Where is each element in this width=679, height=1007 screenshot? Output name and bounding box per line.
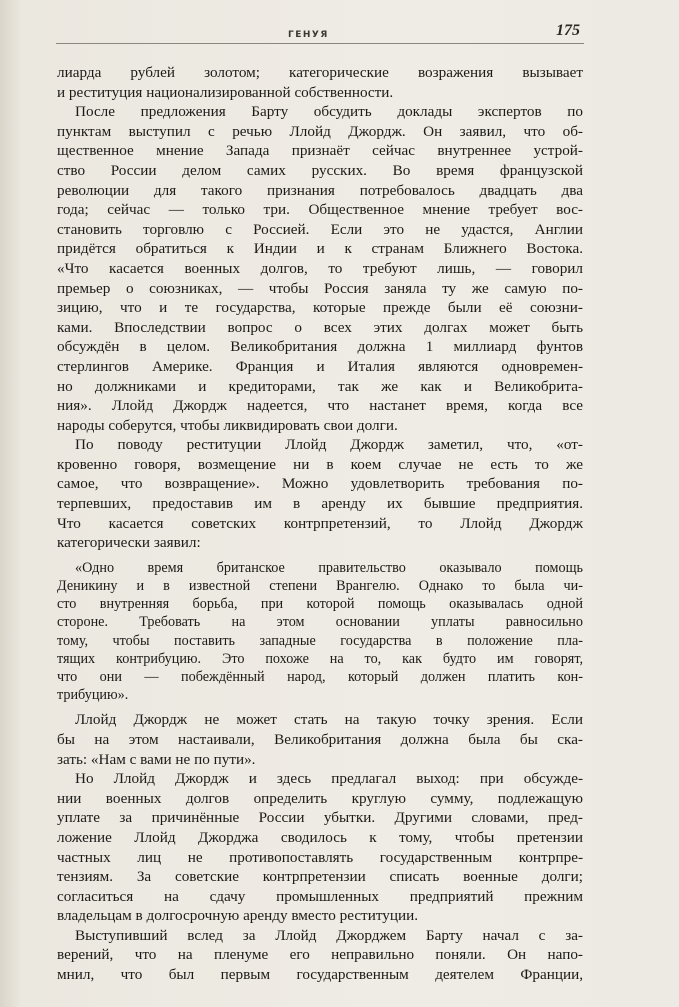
- text-line: терпевших, предоставив им в аренду их бывшие предприятия.: [57, 495, 583, 513]
- text-line: нии военных долгов определить круглую сумму, подлежащую: [57, 789, 583, 807]
- paragraph: [57, 102, 583, 435]
- text-line: По поводу реституции Ллойд Джордж заметил, что, «от-: [75, 436, 583, 454]
- text-line: самое, что возвращение». Можно удовлетворить требования по-: [57, 475, 583, 493]
- text-line: После предложения Барту обсудить доклады экспертов по: [75, 103, 583, 121]
- text-line: стерлингов Америке. Франция и Италия являются одновремен-: [57, 357, 583, 375]
- text-line: ния». Ллойд Джордж надеется, что настанет время, когда все: [57, 397, 583, 415]
- text-line: Что касается советских контрпретензий, то Ллойд Джордж: [57, 514, 583, 532]
- text-line: стороне. Требовать на этом основании уплаты равносильно: [57, 614, 583, 631]
- text-line: владельцам в долгосрочную аренду вместо реституции.: [57, 907, 419, 925]
- text-line: частных лиц не противопоставлять государственным контрпре-: [57, 848, 583, 866]
- text-line: пунктам выступил с речью Ллойд Джордж. Он заявил, что об-: [57, 122, 583, 140]
- text-line: кровенно говоря, возмещение ни в коем случае не есть то же: [57, 455, 583, 473]
- paragraph-continuation: [57, 63, 583, 102]
- text-line: тому, чтобы поставить западные государства в положение пла-: [57, 632, 583, 649]
- text-line: трибуцию».: [57, 687, 129, 704]
- text-line: придётся обратиться к Индии и к странам Ближнего Востока.: [57, 240, 583, 258]
- paragraph: [57, 435, 583, 553]
- body-text: [57, 63, 583, 985]
- text-line: Выступивший вслед за Ллойд Джорджем Барту начал с за-: [75, 926, 583, 944]
- text-line: Ллойд Джордж не может стать на такую точку зрения. Если: [75, 711, 583, 729]
- text-line: бы на этом настаивали, Великобритания должна была бы ска-: [57, 730, 583, 748]
- paragraph: [57, 926, 583, 985]
- text-line: Но Ллойд Джордж и здесь предлагал выход: при обсужде-: [75, 770, 583, 788]
- text-line: но должниками и кредиторами, так же как и Великобрита-: [57, 377, 583, 395]
- text-line: «Что касается военных долгов, то требуют лишь, — говорил: [57, 259, 583, 277]
- paragraph: [57, 769, 583, 926]
- text-line: согласиться на сдачу промышленных предприятий прежним: [57, 887, 583, 905]
- text-line: становить торговлю с Россией. Если это не удастся, Англии: [57, 220, 583, 238]
- text-line: зать: «Нам с вами не по пути».: [57, 750, 256, 768]
- text-line: тензиям. За советские контрпретензии списать военные долги;: [57, 868, 583, 886]
- text-line: уплате за причинённые России убытки. Другими словами, пред-: [57, 809, 583, 827]
- text-line: премьер о союзниках, — чтобы Россия заняла ту же самую по-: [57, 279, 583, 297]
- text-line: революции для такого признания потребовалось двадцать два: [57, 181, 583, 199]
- text-line: обсуждён в целом. Великобритания должна 1 миллиард фунтов: [57, 338, 583, 356]
- text-line: сто внутренняя борьба, при которой помощь оказывалась одной: [57, 596, 583, 613]
- text-line: «Одно время британское правительство оказывало помощь: [75, 559, 583, 576]
- text-line: мнил, что был первым государственным деятелем Франции,: [57, 966, 583, 984]
- text-line: щественное мнение Запада признаёт сейчас внутреннее устрой-: [57, 142, 583, 160]
- text-line: лиарда рублей золотом; категорические возражения вызывает: [57, 64, 583, 81]
- text-line: что они — побеждённый народ, который должен платить кон-: [57, 668, 583, 685]
- text-line: зицию, что и те государства, которые прежде были её союзни-: [57, 299, 583, 317]
- text-line: ложение Ллойд Джорджа сводилось к тому, чтобы претензии: [57, 828, 583, 846]
- text-line: категорически заявил:: [57, 534, 201, 552]
- text-line: года; сейчас — только три. Общественное мнение требует вос-: [57, 201, 583, 219]
- block-quote: [57, 559, 583, 705]
- running-head: ГЕНУЯ: [288, 30, 329, 40]
- text-line: ство России делом самих русских. Во время французской: [57, 161, 583, 179]
- text-line: ками. Впоследствии вопрос о всех этих долгах может быть: [57, 318, 583, 336]
- text-line: Деникину и в известной степени Врангелю. Однако то была чи-: [57, 578, 583, 595]
- page-number: 175: [556, 22, 580, 39]
- text-line: народы соберутся, чтобы ликвидировать свои долги.: [57, 416, 398, 434]
- text-line: и реституция национализированной собственности.: [57, 83, 394, 101]
- paragraph: [57, 710, 583, 769]
- text-line: тящих контрибуцию. Это похоже на то, как будто им говорят,: [57, 650, 583, 667]
- header-rule: [56, 43, 584, 44]
- text-line: верений, что на пленуме его неправильно поняли. Он напо-: [57, 946, 583, 964]
